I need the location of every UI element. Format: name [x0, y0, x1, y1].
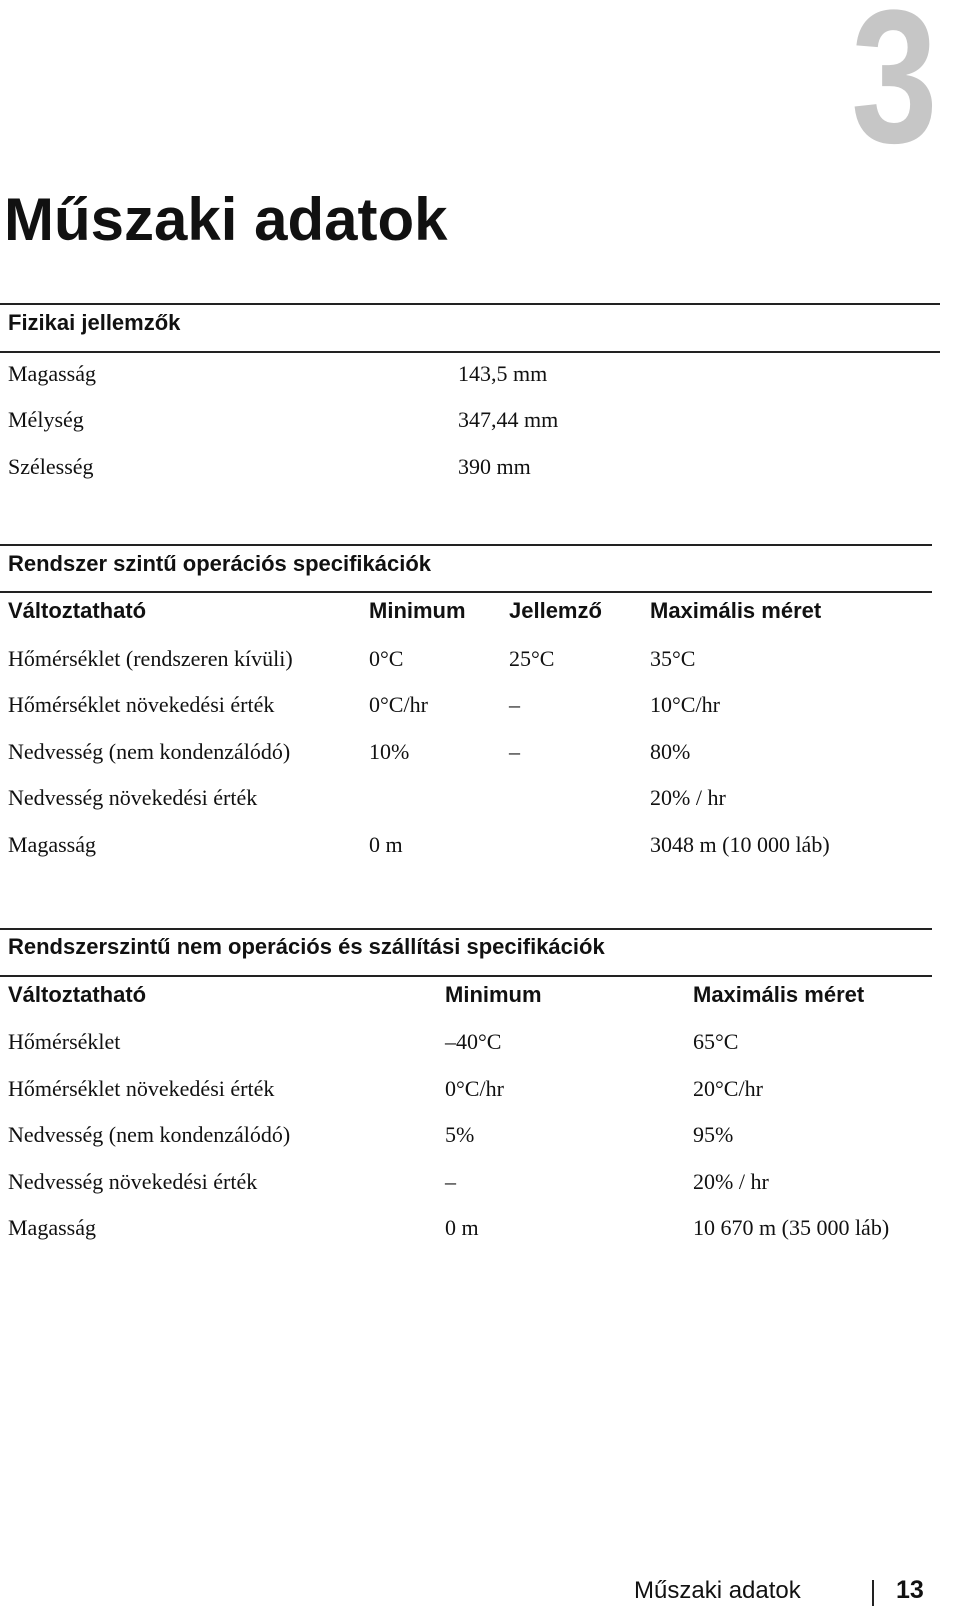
- table-top-rule: [0, 544, 932, 546]
- column-header: Minimum: [445, 982, 542, 1007]
- table-cell: 5%: [445, 1122, 475, 1147]
- row-value: 390 mm: [458, 454, 531, 479]
- row-label: Magasság: [8, 361, 96, 386]
- table-cell: 0 m: [445, 1215, 479, 1240]
- footer-section-name: Műszaki adatok: [634, 1577, 801, 1604]
- row-label: Mélység: [8, 407, 84, 432]
- table-cell: 0°C/hr: [445, 1076, 504, 1101]
- table-title: Rendszerszintű nem operációs és szállítási specifikációk: [8, 934, 605, 959]
- table-cell: 0°C: [369, 646, 404, 671]
- table-cell: 25°C: [509, 646, 555, 671]
- table-cell: 95%: [693, 1122, 734, 1147]
- column-header: Minimum: [369, 598, 466, 623]
- table-cell: Nedvesség növekedési érték: [8, 1169, 258, 1194]
- table-cell: Hőmérséklet növekedési érték: [8, 692, 275, 717]
- chapter-number: 3: [851, 0, 938, 183]
- table-top-rule: [0, 928, 932, 930]
- table-title: Rendszer szintű operációs specifikációk: [8, 551, 432, 576]
- table-header-rule: [0, 591, 932, 593]
- column-header: Változtatható: [8, 598, 147, 623]
- table-cell: 35°C: [650, 646, 696, 671]
- table-cell: Magasság: [8, 832, 96, 857]
- column-header: Jellemző: [509, 598, 602, 623]
- row-value: 143,5 mm: [458, 361, 548, 386]
- table-cell: Nedvesség (nem kondenzálódó): [8, 1122, 291, 1147]
- table-header-rule: [0, 351, 940, 353]
- table-header-rule: [0, 975, 932, 977]
- row-label: Szélesség: [8, 454, 94, 479]
- table-cell: 10%: [369, 739, 410, 764]
- page-title: Műszaki adatok: [4, 186, 448, 253]
- table-cell: 20% / hr: [693, 1169, 769, 1194]
- table-cell: 3048 m (10 000 láb): [650, 832, 830, 857]
- table-cell: Nedvesség (nem kondenzálódó): [8, 739, 291, 764]
- column-header: Változtatható: [8, 982, 147, 1007]
- table-cell: Hőmérséklet: [8, 1029, 121, 1054]
- table-cell: 20% / hr: [650, 785, 726, 810]
- table-cell: 20°C/hr: [693, 1076, 763, 1101]
- page-number: 13: [896, 1576, 924, 1604]
- table-top-rule: [0, 303, 940, 305]
- table-cell: 65°C: [693, 1029, 739, 1054]
- table-cell: Nedvesség növekedési érték: [8, 785, 258, 810]
- column-header: Maximális méret: [693, 982, 865, 1007]
- footer-divider: [872, 1580, 874, 1606]
- table-cell: 10°C/hr: [650, 692, 720, 717]
- table-cell: 0°C/hr: [369, 692, 428, 717]
- table-cell: –: [509, 739, 520, 764]
- table-cell: –40°C: [445, 1029, 502, 1054]
- table-cell: Magasság: [8, 1215, 96, 1240]
- table-cell: –: [445, 1169, 456, 1194]
- table-cell: 0 m: [369, 832, 403, 857]
- row-value: 347,44 mm: [458, 407, 559, 432]
- column-header: Maximális méret: [650, 598, 822, 623]
- table-cell: Hőmérséklet (rendszeren kívüli): [8, 646, 293, 671]
- table-title: Fizikai jellemzők: [8, 310, 181, 335]
- table-cell: Hőmérséklet növekedési érték: [8, 1076, 275, 1101]
- table-cell: 10 670 m (35 000 láb): [693, 1215, 890, 1240]
- table-cell: 80%: [650, 739, 691, 764]
- table-cell: –: [509, 692, 520, 717]
